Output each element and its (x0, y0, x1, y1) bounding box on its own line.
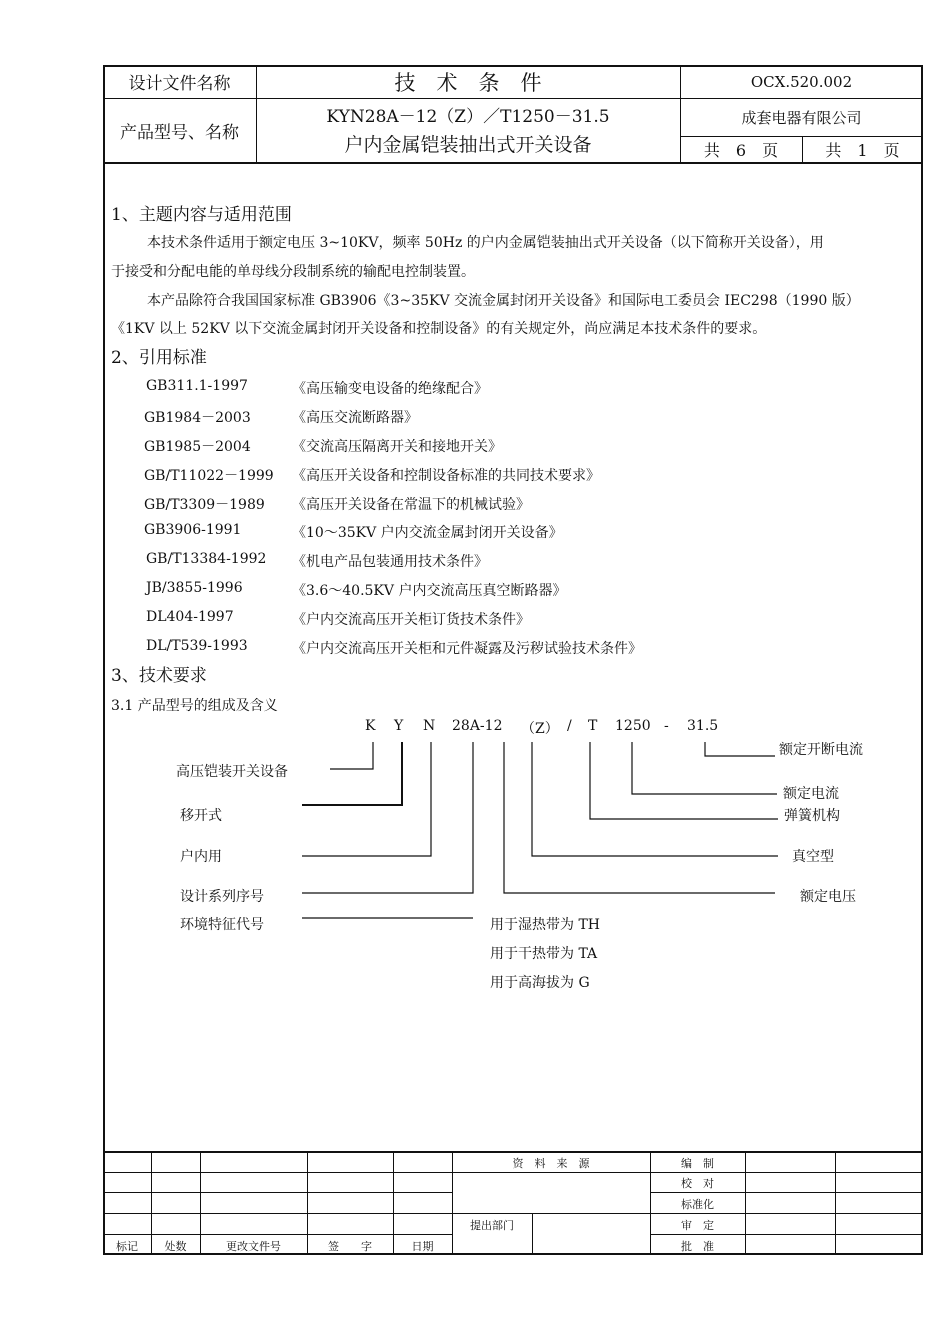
footer-role-review: 审 定 (681, 1219, 714, 1232)
footer-col-count: 处数 (164, 1239, 187, 1253)
standard-name: 《高压输变电设备的绝缘配合》 (292, 381, 488, 397)
document-title: 技 术 条 件 (394, 70, 542, 95)
product-name: 户内金属铠装抽出式开关设备 (344, 133, 592, 156)
standard-name: 《3.6～40.5KV 户内交流高压真空断路器》 (292, 583, 567, 599)
footer-role-standardize: 标准化 (681, 1198, 714, 1211)
footer-row-line (650, 1234, 923, 1235)
connector-series (302, 742, 473, 893)
label-rated-voltage: 额定电压 (800, 889, 856, 905)
section-3-1-title: 3.1 产品型号的组成及含义 (111, 698, 278, 714)
standard-code: GB1984－2003 (144, 410, 251, 426)
label-vacuum-type: 真空型 (792, 849, 834, 865)
footer-row-line (103, 1192, 452, 1193)
footer-row-line (103, 1234, 452, 1235)
code-part-slash: / (567, 718, 572, 734)
footer-col-date: 日期 (411, 1239, 434, 1253)
standard-code: DL/T539-1993 (146, 638, 248, 654)
env-code-humid: 用于湿热带为 TH (490, 917, 600, 933)
footer-col-line (835, 1151, 836, 1255)
design-file-label: 设计文件名称 (128, 74, 231, 94)
footer-row-line (103, 1213, 452, 1214)
footer-col-file: 更改文件号 (226, 1239, 281, 1253)
connector-breaking (705, 742, 775, 756)
code-part-y: Y (394, 718, 404, 734)
code-part-k: K (365, 718, 376, 734)
code-part-series: 28A-12 (452, 718, 503, 734)
footer-col-sign: 签 字 (328, 1239, 372, 1253)
section-3-title: 3、技术要求 (111, 666, 207, 686)
code-part-current: 1250 (615, 718, 651, 734)
standard-code: GB1985－2004 (144, 439, 251, 455)
standard-code: GB/T3309－1989 (144, 497, 265, 513)
label-design-series: 设计系列序号 (180, 889, 264, 905)
label-high-voltage-switchgear: 高压铠装开关设备 (176, 764, 288, 780)
label-spring-mechanism: 弹簧机构 (784, 808, 840, 824)
standard-code: GB/T13384-1992 (146, 551, 267, 567)
connector-voltage (504, 742, 775, 893)
connector-n (302, 742, 431, 856)
footer-department-label: 提出部门 (470, 1218, 514, 1232)
standard-code: GB311.1-1997 (146, 378, 248, 394)
footer-col-line (532, 1213, 533, 1255)
code-part-z: （Z） (521, 721, 559, 737)
label-environment-code: 环境特征代号 (180, 917, 264, 933)
footer-row-line (650, 1213, 923, 1214)
section-2-title: 2、引用标准 (111, 348, 207, 368)
standard-code: GB/T11022－1999 (144, 468, 274, 484)
label-rated-current: 额定电流 (783, 786, 839, 802)
code-part-n: N (423, 718, 436, 734)
standard-name: 《10～35KV 户内交流金属封闭开关设备》 (292, 525, 563, 541)
footer-row-line (452, 1213, 650, 1214)
footer-row-line (650, 1192, 923, 1193)
standard-name: 《高压开关设备和控制设备标准的共同技术要求》 (292, 468, 600, 484)
section-1-title: 1、主题内容与适用范围 (111, 205, 292, 225)
total-pages: 共 6 页 (703, 140, 779, 160)
connector-y (302, 742, 402, 805)
standard-code: DL404-1997 (146, 609, 234, 625)
paragraph-2-line-1: 本产品除符合我国国家标准 GB3906《3~35KV 交流金属封闭开关设备》和国际电工委员会 IEC298（1990 版） (147, 293, 860, 309)
label-withdrawable: 移开式 (180, 808, 222, 824)
env-code-altitude: 用于高海拔为 G (490, 975, 590, 991)
document-number: OCX.520.002 (750, 72, 853, 91)
footer-role-approve: 批 准 (681, 1239, 714, 1253)
paragraph-1-line-2: 于接受和分配电能的单母线分段制系统的输配电控制装置。 (111, 264, 475, 280)
footer-role-check: 校 对 (681, 1177, 714, 1190)
paragraph-1-line-1: 本技术条件适用于额定电压 3~10KV，频率 50Hz 的户内金属铠装抽出式开关设备（以下简称开关设备），用 (147, 235, 824, 251)
company-name: 成套电器有限公司 (741, 108, 862, 127)
footer-col-mark: 标记 (116, 1239, 138, 1253)
footer-source-label: 资 料 来 源 (512, 1156, 590, 1170)
standard-code: JB/3855-1996 (146, 580, 243, 596)
page-number: 共 1 页 (825, 140, 900, 160)
footer-row-line (650, 1172, 923, 1173)
label-indoor: 户内用 (180, 849, 222, 865)
footer-row-line (452, 1172, 650, 1173)
connector-vacuum (532, 742, 778, 856)
footer-col-line (745, 1151, 746, 1255)
connector-spring (590, 742, 778, 819)
code-part-breaking: 31.5 (687, 718, 719, 734)
env-code-dry: 用于干热带为 TA (490, 946, 598, 962)
standard-name: 《机电产品包装通用技术条件》 (292, 554, 488, 570)
code-part-dash: - (664, 718, 669, 734)
product-model: KYN28A－12（Z）／T1250－31.5 (326, 106, 610, 127)
standard-name: 《户内交流高压开关柜订货技术条件》 (292, 612, 530, 628)
product-label: 产品型号、名称 (120, 122, 239, 143)
standard-name: 《高压交流断路器》 (292, 410, 418, 426)
standard-name: 《交流高压隔离开关和接地开关》 (292, 439, 502, 455)
label-rated-breaking-current: 额定开断电流 (779, 742, 863, 758)
footer-role-compile: 编 制 (681, 1157, 714, 1170)
standard-code: GB3906-1991 (144, 522, 242, 538)
paragraph-2-line-2: 《1KV 以上 52KV 以下交流金属封闭开关设备和控制设备》的有关规定外，尚应满足本技术条件的要求。 (111, 321, 767, 337)
standard-name: 《户内交流高压开关柜和元件凝露及污秽试验技术条件》 (292, 641, 642, 657)
code-part-t: T (588, 718, 598, 734)
connector-k (330, 742, 373, 769)
standard-name: 《高压开关设备在常温下的机械试验》 (292, 497, 530, 513)
footer-row-line (103, 1172, 452, 1173)
